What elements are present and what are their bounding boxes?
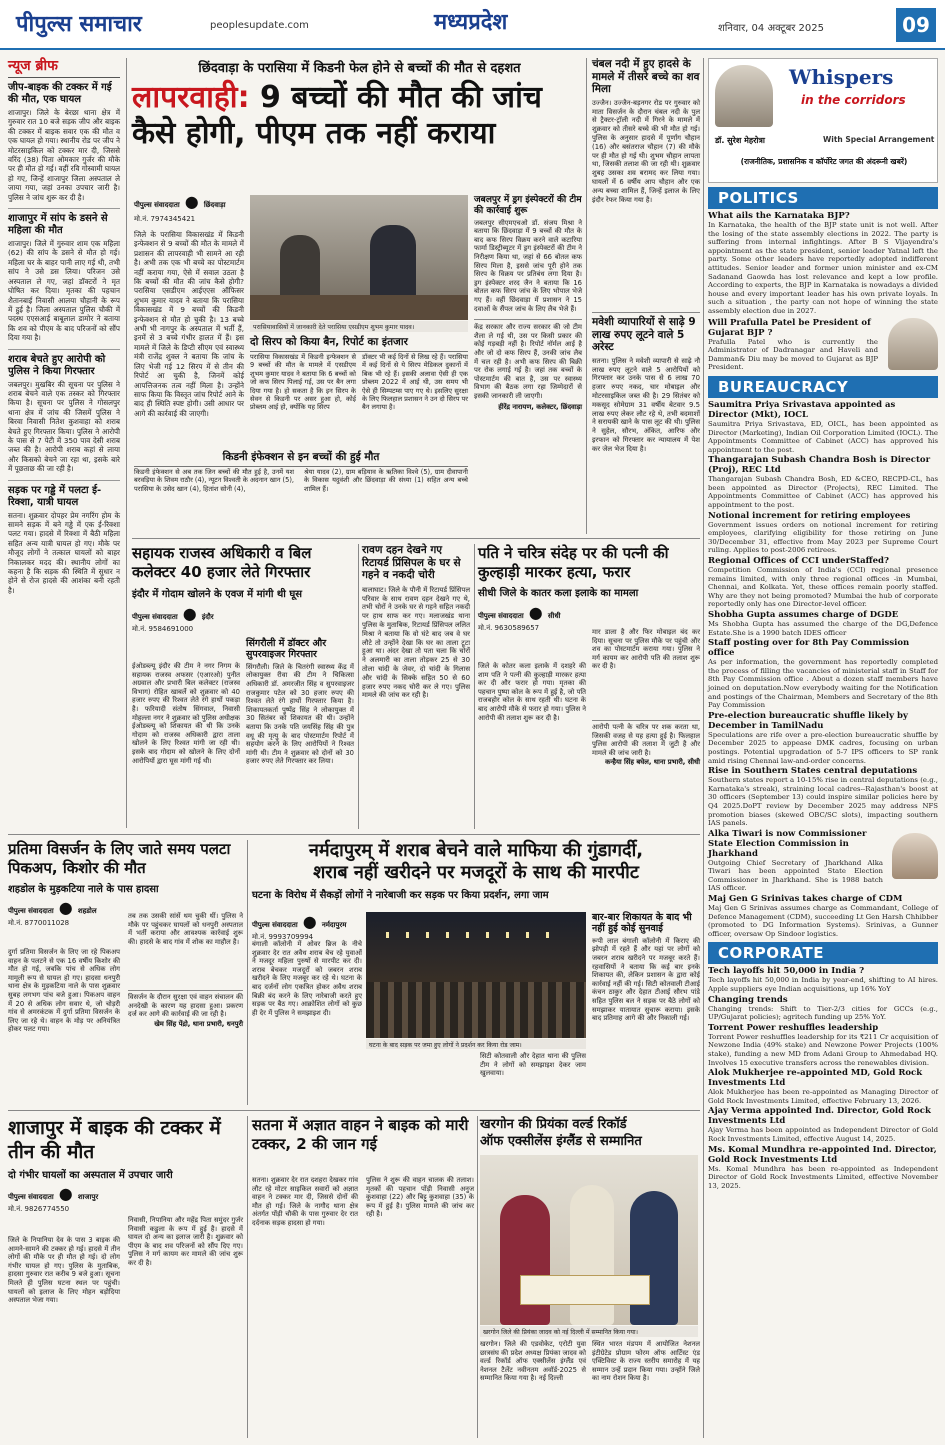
corporate-title: Torrent Power reshuffles leadership (708, 1022, 879, 1033)
indore-story (132, 544, 354, 829)
brief-title: न्यूज ब्रीफ (8, 56, 120, 78)
shajapur-sub: दो गंभीर घायलों का अस्पताल में उपचार जारी (8, 1170, 173, 1181)
whispers-subtitle: in the corridors (801, 93, 906, 107)
byline-mobile: मो.नं. 9993709994 (252, 933, 314, 941)
khargone-headline-2: ऑफ एक्सीलेंस इंग्लैंड से सम्मानित (480, 1134, 642, 1149)
byline-mobile: मो.नं. 9630589657 (478, 624, 540, 632)
lead-sub1-text-a: परासिया विकासखंड में किडनी इन्फेक्शन से 9 बच्चों की मौत के मामले में एसडीएम शुभम कुमार यादव ने बताया कि 6 बच्चों को जो कफ सिरप पिलाई गई, उस पर बैन लगा दिया गया है। हो सकता है कि इन सिरप के सेवन से किडनी पर असर हुआ हो, कोई प्रोब्लम आई हो, क्योंकि यह सिरप (250, 353, 356, 412)
bureaucracy-title: Regional Offices of CCI underStaffed? (708, 556, 889, 567)
section-divider (8, 834, 700, 835)
bureaucracy-title: Saumitra Priya Srivastava appointed as Director (Mkt), IOCL (708, 399, 896, 420)
shajapur-story (8, 1116, 243, 1438)
pratima-text-2: तब तक उसकी सांसें थम चुकी थीं। पुलिस ने मौके पर पहुंचकर घायलों को धनपुरी अस्पताल में भर्ती कराया और आवश्यक कार्रवाई शुरू की। हादसे के बाद गांव में शोक का माहौल है। (128, 912, 243, 946)
bureaucracy-list (708, 400, 938, 939)
byline-agency: पीपुल्स संवाददाता (252, 921, 298, 929)
corporate-bar: CORPORATE (708, 942, 938, 964)
indore-headline: सहायक राजस्व अधिकारी व बिल कलेक्टर 40 हजार लेते गिरफ्तार (132, 544, 312, 581)
byline-location: शाजापुर (77, 1193, 99, 1201)
photo-lights (386, 932, 566, 938)
narmada-headline-1: नर्मदापुरम् में शराब बेचने वाले माफिया की गुंडागर्दी, (308, 840, 644, 861)
bureaucracy-text: Saumitra Priya Srivastava, ED, OICL, has been appointed as Director (Marketing), Indian Oil Corporation Limited (IOCL). The Appointments Committee of Cabinet (ACC) has approved his appointment to the post. (708, 419, 938, 454)
corporate-text: Changing trends: Shift to Tier-2/3 cities for GCCs (e.g., UP/Gujarat policies); agritech funding up 25% YoY. (708, 1004, 938, 1022)
khargone-text-1: खरगोन। जिले की एडवोकेट, एरोटी युवा छात्रसंघ की प्रदेश अध्यक्ष प्रियंका जादव को वर्ल्ड रिकॉर्ड ऑफ एक्सीलेंस इंग्लैंड एवं नेशनल टैलेंट नवीनतम अवॉर्ड-2025 से सम्मानित किया गया है। नई दिल्ली (480, 1340, 586, 1383)
photo-certificate (520, 1275, 650, 1305)
lead-side-title: जबलपुर में ड्रग इंस्पेक्टरों की टीम की कार्रवाई शुरू (474, 195, 582, 216)
bureaucracy-text: Thangarajan Subash Chandra Bosh, ED &CEO, RECPD-CL, has been appointed as Director (Projects), REC Limited. The Appointments Committee of Cabinet (ACC) has approved his appointment to the post. (708, 475, 938, 510)
lead-sub2-box (134, 450, 468, 530)
corporate-title: Changing trends (708, 994, 788, 1005)
page-number: 09 (896, 8, 936, 42)
narmada-side-text: रूपी लाल बंगाली कॉलोनी में किराए की झोपड़ी में रहते हैं और यहां पर लोगों को जबरन शराब खरीदने पर मजबूर करते हैं। रहवासियों ने बताया कि कई बार इनके शिकायत की, लेकिन प्रशासन के द्वारा कोई कार्रवाई नहीं की गई। सिटी कोतवाली टीआई कंचन ठाकुर और देहात टीआई सौरभ पांडे सहित पुलिस बल ने सड़क पर बैठे लोगों को समझाकर यातायात सुचारू कराया। इसके बाद प्रतिमाह आगे की और निकाली गई। (592, 936, 700, 1023)
narmada-sub: घटना के विरोध में सैकड़ों लोगों ने नारेबाजी कर सड़क पर किया प्रदर्शन, लगा जाम (252, 890, 549, 901)
brief-text: सतना। शुक्रवार दोपहर प्रेम नगरिंग होम के सामने सड़क में बने गड्ढे में एक ई-रिक्शा पलट गया। हादसे में रिक्शा में बैठी महिला सहित अन्य यात्री घायल हो गए। मौके पर मौजूद लोगों ने तत्काल घायलों को बाहर निकालकर मदद की। स्थानीय लोगों का कहना है कि सड़क की स्थिति में सुधार न होने से रोज हादसे की आशंका बनी रहती है। (8, 510, 120, 595)
khargone-photo-caption: खरगोन जिले की प्रियंका जादव को नई दिल्ली में सम्मानित किया गया। (480, 1326, 698, 1337)
right-column (708, 187, 938, 1437)
bureaucracy-title: Rise in Southern States central deputations (708, 766, 918, 777)
shajapur-text-2: निवासी, निपानिया और महेंद्र पिता समुंदर गुर्जर निवासी कडुला के रूप में हुई है। हादसे में घायल दो अन्य का इलाज जारी है। शुक्रवार को पीएम के बाद शव परिजनों को सौंप दिए गए। पुलिस ने मर्ग कायम कर मामले की जांच शुरू कर दी है। (128, 1216, 243, 1267)
pratima-headline: प्रतिमा विसर्जन के लिए जाते समय पलटा पिकअप, किशोर की मौत (8, 840, 231, 877)
lead-quote-text: केंद्र सरकार और राज्य सरकार की जो टीम शैला ले गई थी, उस पर किसी प्रकार की कोई गड़बड़ी नहीं है। रिपोर्ट नॉर्मल आई है और जो दो कफ सिरप हैं, उनकी जांच लैब में चल रही है। अभी कफ सिरप की बिक्री पर रोक लगाई गई है। जहां तक बच्चों के पोस्टमार्टम की बात है, उस पर स्वास्थ्य विभाग की बैठक लगा रहा जिम्मेदारों से इसकी जानकारी ली जाएगी। (474, 323, 582, 400)
corporate-text: Alok Mukherjee has been re-appointed as Managing Director of Gold Rock Investments Limited, effective February 13, 2026. (708, 1088, 938, 1105)
corporate-title: Alok Mukherjee re-appointed MD, Gold Rock Investments Ltd (708, 1068, 923, 1089)
news-brief (8, 56, 120, 826)
photo-crowd (366, 982, 586, 1038)
sidhi-quote (592, 720, 700, 766)
masthead (0, 0, 945, 50)
byline-agency: पीपुल्स संवाददाता (132, 613, 178, 621)
sidhi-story (478, 544, 700, 829)
bureaucracy-bar: BUREAUCRACY (708, 376, 938, 398)
byline-mobile: मो.नं. 9826774550 (8, 1205, 70, 1213)
whispers-title: Whispers (789, 65, 894, 89)
lead-sub1-title: दो सिरप को किया बैन, रिपोर्ट का इंतजार (250, 335, 468, 352)
lead-sub2-title: किडनी इंफेक्शन से इन बच्चों की हुई मौत (134, 450, 468, 467)
shajapur-text-1: जिले के निपानिया देव के पास 3 बाइक की आमने-सामने की टक्कर हो गई। हादसे में तीन लोगों की मौके पर ही मौत हो गई। दो लोग गंभीर घायल हो गए। पुलिस के मुताबिक, हादसा गुरुवार रात करीब 9 बजे हुआ। सूचना मिलते ही पुलिस घटना स्थल पर पहुंची। घायलों को इलाज के लिए मोहन बड़ोदिया अस्पताल भेजा गया। (8, 1236, 120, 1305)
narmada-side (592, 912, 700, 1107)
lead-photo-caption: परासियावासियों में जानकारी देते परासिया एसडीएम शुभम कुमार यादव। (250, 321, 468, 332)
whispers-header (708, 58, 938, 183)
brief-headline: शाजापुर में सांप के डसने से महिला की मौत (8, 213, 108, 237)
lead-body: जिले के परासिया विकासखंड में किडनी इन्फेक्शन से 9 बच्चों की मौत के मामले में प्रशासन की लापरवाही भी सामने आ रही है। अभी तक एक भी बच्चे का पोस्टमार्टम नहीं कराया गया, ऐसे में सवाल उठता है कि बच्चों की मौत की जांच कैसे होगी? परासिया एसडीएम आईएएस ऑफिसर शुभम कुमार यादव ने बताया कि परासिया विकासखंड में 9 बच्चों की किडनी इन्फेक्शन से मौत हो चुकी है। 13 बच्चे अभी भी नागपुर के अस्पताल में भर्ती हैं, इनमें से 3 बच्चे गंभीर हालत में हैं। इस मामले में जिले के डिप्टी सीएम एवं स्वास्थ्य मंत्री राजेंद्र शुक्ल ने बताया कि जांच के लिए भेजी गई 12 सिरप में से तीन की रिपोर्ट आ चुकी है, जिनमें कोई आपत्तिजनक तत्व नहीं मिला है। उन्होंने साफ किया कि विस्तृत जांच रिपोर्ट आने के बाद ही स्थिति स्पष्ट होगी। उसी आधार पर आगे की कार्रवाई की जाएगी। (134, 230, 244, 418)
section-divider (132, 538, 700, 539)
politics-text: In Karnataka, the health of the BJP state unit is not well. After the losing of the state assembly elections in 2022. The party is suffering from internal infightings. After B S Vijayendra's appointment as the state president, senior leader Yatnal left the party. Some other leaders have reportedly adopted indifferent attitudes. Senior leader and former union minister and ex-CM Sadanand Gaowda has lost relevance and kept a low profile. According to experts, the BJP in Karnataka is nowadays a divided house and every important leader has his own private loyals. In such a situation , the party can not hope of winning the state assembly election due in 2027. (708, 221, 938, 315)
bureaucracy-title: Alka Tiwari is now Commissioner State Election Commission in Jharkhand (708, 828, 867, 859)
politics-item (708, 318, 938, 372)
lead-sub2-text-b: श्रेया यादव (2), ग्राम बड़ियाव के ऋतिका विश्वे (5), ग्राम दीवापानी के विकास यदुवंशी और छिंदवाड़ा की संध्या (1) सहित अन्य बच्चे शामिल हैं। (304, 468, 468, 493)
column-divider (703, 58, 704, 1438)
narmada-headline-2: शराब नहीं खरीदने पर मजदूरों के साथ की मारपीट (313, 862, 639, 883)
sidhi-byline: पीपुल्स संवाददाता ● सीधी (478, 603, 561, 622)
brief-item (8, 82, 120, 202)
singrauli-text: सिंगरौली। जिले के चितरंगी स्वास्थ्य केंद्र में लोकायुक्त रीवा की टीम ने चिकित्सा अधिकारी डॉ. अमरजीत सिंह व सुपरवाइजर राजकुमार पटेल को 30 हजार रुपए की रिश्वत लेते रंगे हाथों गिरफ्तार किया है। शिकायतकर्ता पुष्पेंद्र सिंह ने लोकायुक्त में 30 सितंबर को शिकायत की थी। उन्होंने बताया कि उनके पति जयसिंह सिंह की पुत्र वधू की मृत्यु के बाद पोस्टमार्टम रिपोर्ट में सहयोग करने के लिए आरोपियों ने रिश्वत मांगी थी। टीम ने शुक्रवार को दोनों को 30 हजार रुपए लेते गिरफ्तार कर लिया। (246, 662, 354, 766)
pratima-quote (128, 990, 243, 1028)
brief-headline: जीप-बाइक की टक्कर में गई की मौत, एक घायल (8, 82, 112, 105)
brief-item (8, 480, 120, 596)
narmada-photo (366, 912, 586, 1038)
bureaucracy-text: Outgoing Chief Secretary of Jharkhand Alka Tiwari has been appointed State Election Commissioner in Jharkhand. She is 1988 batch IAS officer. (708, 858, 883, 893)
column-divider (247, 840, 248, 1105)
shajapur-headline: शाजापुर में बाइक की टक्कर में तीन की मौत (8, 1117, 221, 1163)
sidhi-headline: पति ने चरित्र संदेह पर की पत्नी की कुल्हाड़ी मारकर हत्या, फरार (478, 544, 669, 581)
khargone-photo (480, 1155, 698, 1325)
byline-agency: पीपुल्स संवाददाता (478, 612, 524, 620)
byline-agency: पीपुल्स संवाददाता (134, 201, 180, 209)
issue-date: शनिवार, 04 अक्टूबर 2025 (718, 23, 824, 34)
sidhi-quote-text: आरोपी पत्नी के चरित्र पर शक करता था, जिसकी वजह से यह हत्या हुई है। फिलहाल पुलिस आरोपी की तलाश में जुटी है और मामले की जांच जारी है। (592, 723, 700, 757)
brief-headline: शराब बेचते हुए आरोपी को पुलिस ने किया गिरफ्तार (8, 353, 106, 377)
byline-location: सीधी (547, 612, 561, 620)
lead-sub2-text-a: किडनी इंफेक्शन से अब तक जिन बच्चों की मौत हुई है, उनमें यश बरवड़िया के शिवम राठौर (4), न्यूटन विश्वती के अदनान खान (5), परासिया के उसेद खान (4), हितांश सोनी (4), (134, 468, 294, 493)
byline-mobile: मो.नं. 9584691000 (132, 625, 194, 633)
narmada-text-2: सिटी कोतवाली और देहात थाना की पुलिस टीम ने लोगों को समझाइश देकर जाम खुलवाया। (480, 1052, 586, 1078)
narmada-photo-caption: घटना के बाद सड़क पर जमा हुए लोगों ने प्रदर्शन कर किया रोड जाम। (366, 1039, 586, 1049)
pratima-story (8, 840, 243, 1105)
singrauli-headline: सिंगरौली में डॉक्टर और सुपरवाइजर गिरफ्तार (246, 638, 327, 661)
byline-location: नर्मदापुरम (321, 921, 347, 929)
brief-headline: सड़क पर गड्ढे में पलटा ई-रिक्शा, यात्री घायल (8, 484, 102, 508)
sidhi-quote-author: कन्हैया सिंह बघेल, थाना प्रभारी, सीधी (605, 758, 700, 767)
narmada-text-1: बंगाली कॉलोनी में ओवर ब्रिज के नीचे शुक्रवार देर रात अवैध शराब बेच रहे युवाओं ने मजदूर महिला पुरुषों से मारपीट कर दी। शराब बेचकर मजदूरों को जबरन शराब खरीदने के लिए मजबूर कर रहे थे। घटना के बाद दर्जनों लोग एकत्रित होकर अवैध शराब बिक्री बंद करने के लिए नारेबाजी करते हुए सड़क पर बैठ गए। आक्रोशित लोगों को कुछ ही देर में पुलिस ने समझाइश दी। (252, 940, 362, 1017)
bureaucracy-title: Thangarajan Subash Chandra Bosh is Director (Proj), REC Ltd (708, 455, 931, 476)
pratima-byline: पीपुल्स संवाददाता ● शहडोल (8, 898, 97, 917)
satna-story (252, 1116, 474, 1438)
lead-headline-black: 9 बच्चों की मौत की जांच (249, 80, 542, 115)
lead-sub1-box (250, 335, 468, 447)
photo-desk (250, 295, 468, 320)
logo: पीपुल्स समाचार (16, 11, 142, 37)
indore-sub: इंदौर में गोदाम खोलने के एवज में मांगी थी घूस (132, 589, 303, 600)
alka-tiwari-block (708, 829, 938, 893)
lead-headline-2: कैसे होगी, पीएम तक नहीं कराया (132, 116, 496, 151)
bureaucracy-text: Competition Commission of India's (CCI) regional presence remains limited, with only three regional offices -in Mumbai, Chennai, and Kolkata. Yet, these offices remain poorly staffed. Why are they not being promoted? Mumbai the hub of corporate reportedly only has one Director-level officer. (708, 566, 938, 609)
bureaucracy-title: Staff posting over for 8th Pay Commission office (708, 638, 910, 659)
pratima-quote-text: विसर्जन के दौरान सुरक्षा एवं वाहन संचालन की अनदेखी के कारण यह हादसा हुआ। प्रकरण दर्ज कर आगे की कार्रवाई की जा रही है। (128, 993, 243, 1019)
satna-headline: सतना में अज्ञात वाहन ने बाइक को मारी टक्कर, 2 की जान गई (252, 1116, 469, 1153)
mavesh-headline: मवेशी व्यापारियों से साढ़े 9 लाख रुपए लूटने वाले 5 अरेस्ट (592, 316, 696, 354)
indore-text: ईओडब्ल्यू इंदौर की टीम ने नगर निगम के सहायक राजस्व अफसर (एआरओ) पुनीत अग्रवाल और प्रभारी बिल कलेक्टर (राजस्व विभाग) रोहित खाबर्ले को शुक्रवार को 40 हजार रुपए की रिश्वत लेते रंगे हाथों पकड़ा है। फरियादी संतोष सिंगवाल, निवासी मोहल्ला नगर ने शुक्रवार को पुलिस अधीक्षक ईओडब्ल्यू को शिकायत की थी कि उनके गोदाम को राजस्व अधिकारी द्वारा ताला खोलने के लिए रिश्वत मांगी जा रही थी। इसके बाद गोदाम को खोलने के लिए दोनों आरोपियों द्वारा घूस मांगी गई थी। (132, 662, 240, 765)
pratima-quote-author: खेम सिंह पेंद्रो, थाना प्रभारी, धनपुरी (154, 1019, 243, 1028)
sidhi-text-1: जिले के कोतर कला इलाके में दशहरे की शाम पति ने पत्नी की कुल्हाड़ी मारकर हत्या कर दी और फरार हो गया। मृतका की पहचान पुष्पा कोल के रूप में हुई है, जो पति राजबहोर कोल के साथ रहती थी। घटना के बाद आरोपी मौके से फरार हो गया। पुलिस ने आरोपी की तलाश शुरू कर दी है। (478, 662, 586, 722)
byline-mobile: मो.नं. 8770011028 (8, 919, 70, 927)
lead-headline (132, 80, 587, 116)
byline-location: शहडोल (77, 907, 97, 915)
satna-text-2: पुलिस ने शुरू की वाहन चालक की तलाश। मृतकों की पहचान पोंड़ी निवासी अनुज कुशवाहा (22) और बिट्टू कुशवाहा (35) के रूप में हुई है। पुलिस मामले की जांच कर रही है। (366, 1176, 474, 1219)
brief-item (8, 349, 120, 474)
chambal-text: उज्जैन। उज्जैन-बड़नगर रोड पर गुरुवार को माता विसर्जन के दौरान चंबल नदी के पुल से ट्रैक्टर-ट्रॉली नदी में गिरने के मामले में शुक्रवार को तीसरे बच्चे की भी मौत हो गई। पुलिस के अनुसार हादसे में पूर्णांग चौहान (16) और बसंतराज चौहान (7) की मौके पर ही मौत हो गई थी। शुभम चौहान लापता था, जिसकी तलाश की जा रही थी। शुक्रवार शुबह उसका शव बरामद कर लिया गया। घायलों में 6 वर्षीय आप चौहान और एक अन्य बच्चा शामिल हैं, जिन्हें इलाज के लिए इंदौर रेफर किया गया है। (592, 98, 700, 204)
column-divider (586, 58, 587, 534)
indore-byline: पीपुल्स संवाददाता ● इंदौर (132, 604, 214, 623)
chambal-headline: चंबल नदी में हुए हादसे के मामले में तीसरे बच्चे का शव मिला (592, 58, 700, 96)
lead-quote-author: हीरेंद्र नारायण, कलेक्टर, छिंदवाड़ा (498, 403, 582, 412)
brief-text: जबलपुर। मुखबिर की सूचना पर पुलिस ने शराब बेचने वाले एक तस्कर को गिरफ्तार किया है। सूचना पर पुलिस ने गोसलपुर थाना क्षेत्र में जांच की जिसमें पुलिस ने बिरवा निवासी नितेश कुशवाहा को शराब बेचते हुए गिरफ्तार किया। पुलिस ने आरोपी के पास से 7 पेटी में 350 पाव देसी शराब जब्त की है। आरोपी शराब कहां से लाया और किसको बेचने जा रहा था, इसके बारे में पूछताछ की जा रही है। (8, 379, 120, 474)
lead-kicker: छिंदवाड़ा के परासिया में किडनी फेल होने से बच्चों की मौत से दहशत (198, 61, 521, 76)
politician-photo (888, 318, 938, 370)
khargone-headline-1: खरगोन की प्रियंका वर्ल्ड रिकॉर्ड (480, 1117, 627, 1132)
corporate-text: Tech layoffs hit 50,000 in India by year-end, shifting to AI hires. Apple suppliers eye Indian acquisitions, up 16% YoY (708, 976, 938, 994)
shajapur-byline: पीपुल्स संवाददाता ● शाजापुर (8, 1184, 99, 1203)
corporate-text: Torrent Power reshuffles leadership for its ₹211 Cr acquisition of Newzone India (49% stake) and Newzone Power Projects (100% stake), funding a new MD from Adani Group to Ahmedabad HQ. Involves 15 executive transfers across the renewables division. (708, 1032, 938, 1067)
column-divider (358, 544, 359, 829)
site-url[interactable]: peoplesupdate.com (210, 20, 309, 31)
corporate-text: Ajay Verma has been appointed as Independent Director of Gold Rock Investments Limited, effective August 14, 2025. (708, 1126, 938, 1143)
column-divider (126, 58, 127, 828)
bureaucracy-text: Government issues orders on notional increment for retiring employees, clarifying eligibility for those retiring on June 30/December 31, effective from May 2023 per Supreme Court ruling. Applies to post-2006 retirees. (708, 520, 938, 555)
corporate-title: Ajay Verma appointed Ind. Director, Gold Rock Investments Ltd (708, 1106, 931, 1127)
narmada-byline: पीपुल्स संवाददाता ● नर्मदापुरम मो.नं. 9993709994 (252, 912, 362, 936)
chambal-story (592, 58, 700, 308)
politics-text: Prafulla Patel who is currently the Administrator of Dadranagar and Haveli and Damman& Diu may be moved to Gujarat as BJP President. (708, 337, 878, 372)
bureaucracy-text: Ms Shobha Gupta has assumed the charge of the DG,Defence Estate.She is a 1990 batch IDES officer (708, 620, 938, 637)
mavesh-text: सतना। पुलिस ने मवेशी व्यापारी से साढ़े नौ लाख रुपए लूटने वाले 5 आरोपियों को गिरफ्तार कर उनके पास से 6 लाख 70 हजार रुपए नकद, चार मोबाइल और मोटरसाइकिल जब्त की है। 29 सितंबर को मकसूद सोमेग्राम 31 वर्षीय बेटवार 9.5 लाख रुपए लेकर लौट रहे थे, तभी बदमाशों ने सरायकी खाने के पास लूट की थी। पुलिस ने सुहेल, सौरभ, अंकित, आरिफ और इरफान को गिरफ्तार कर न्यायालय में पेश कर जेल भेज दिया है। (592, 356, 700, 453)
brief-text: शाजापुर। जिले में गुरुवार शाम एक महिला (62) की सांप के डसने से मौत हो गई। महिला घर के बाहर पानी लाए गई थी, तभी सांप ने उसे डस लिया। परिजन उसे अस्पताल ले गए, जहां डॉक्टरों ने मृत घोषित कर दिया। मृतका की पहचान शैतानबाई निवासी आलया चौहानी के रूप में हुई है। जिला अस्पताल पुलिस चौकी में पदस्थ एएसआई बाबूलाल डामोर ने बताया कि शव को पीएम के बाद परिजनों को सौंप दिया गया है। (8, 239, 120, 343)
brief-item (8, 208, 120, 342)
singrauli-box (246, 638, 354, 766)
lead-byline: पीपुल्स संवाददाता ● छिंदवाड़ा मो.नं. 7974345421 (134, 192, 284, 222)
section-title: मध्यप्रदेश (434, 10, 508, 35)
mavesh-story (592, 312, 700, 534)
byline-location: छिंदवाड़ा (203, 201, 226, 209)
column-divider (477, 1116, 478, 1438)
officer-photo (892, 833, 938, 879)
balaghat-story (362, 544, 470, 829)
khargone-text-2: स्थित भारत मंडपम में आयोजित नेशनल इंटीग्रेटेड प्रोग्राम फोरम ऑफ आर्टिस्ट एंड एक्टिविस्ट के राज्य स्तरीय समारोह में यह सम्मान उन्हें प्रदान किया गया। उन्होंने जिले का नाम रोशन किया है। (592, 1340, 700, 1383)
balaghat-headline: रावण दहन देखने गए रिटायर्ड प्रिंसिपल के घर से गहने व नकदी चोरी (362, 544, 461, 582)
section-divider (8, 1110, 700, 1111)
bureaucracy-text: Southern states report a 10-15% rise in central deputations (e.g., Karnataka's streak), straining local cadres--Rajasthan's boost at 30 officers (September 13) could inspire similar policies here by Q4 2025.DoPT review by December 2025 may address NFS promotion biases (skewed OBC/SC slots), impacting southern IAS panels. (708, 776, 938, 828)
lead-side-text: जबलपुर सीएमएचओ डॉ. संजय मिश्रा ने बताया कि छिंदवाड़ा में 9 बच्चों की मौत के बाद कफ सिरप विक्रय करने वाले कटारिया फार्मा डिस्ट्रीब्यूटर में ड्रग इंस्पेक्टरों की टीम ने निरीक्षण किया था, जहां से 66 बोतल कफ सिरप मिला है, इससे जांच पूरी होने तक सिरप के विक्रय पर प्रतिबंध लगा दिया है। ड्रग इंस्पेक्टर शरद जैन ने बताया कि 16 बोतल कफ सिरप जांच के लिए भोपाल भेजे गए हैं। वहीं छिंदवाड़ा में प्रशासन ने 15 दवाओं के सैंपल जांच के लिए लैब भेजे हैं। (474, 218, 582, 313)
bureaucracy-text: As per information, the government has reportedly completed the process of filling the vacancies of ministerial staff in Staff for 8th Pay Commission office . About a dozen staff members have joined on deputation.Now everybody waiting for the Notification and postings of the Chairman, Members and Secretary of the 8th Pay Commission (708, 658, 938, 710)
byline-location: इंदौर (201, 613, 214, 621)
bureaucracy-text: Maj Gen G Srinivas assumes charge as Commandant, College of Defence Management (CDM), succeeding Lt Gen Harsh Chhibber (promoted to DG Information Systems). Srinivas, a Gunner officer, oversaw Op Sindoor logistics. (708, 904, 938, 938)
column-divider (247, 1116, 248, 1438)
bureaucracy-title: Maj Gen G Srinivas takes charge of CDM (708, 894, 903, 905)
corporate-text: Ms. Komal Mundhra has been re-appointed as Independent Director of Gold Rock Investments Limited, effective November 13, 2025. (708, 1164, 938, 1190)
lead-photo (250, 195, 468, 320)
column-divider (474, 544, 475, 829)
corporate-title: Tech layoffs hit 50,000 in India ? (708, 966, 865, 977)
bureaucracy-text: Speculations are rife over a pre-election bureaucratic shuffle by December 2025 to appease DMK cadres, focusing on urban postings. Potential upgradation of 5-7 IPS officers to SP rank amid rising Chennai law-and-order concerns. (708, 730, 938, 765)
politics-item (708, 211, 938, 316)
sidhi-sub: सीधी जिले के कातर कला इलाके का मामला (478, 588, 639, 599)
bureaucracy-title: Notional increment for retiring employees (708, 510, 911, 521)
corporate-title: Ms. Komal Mundhra re-appointed Ind. Director, Gold Rock Investments Ltd (708, 1144, 937, 1165)
arrangement: With Special Arrangement (823, 135, 935, 144)
byline-agency: पीपुल्स संवाददाता (8, 907, 54, 915)
byline-mobile: मो.नं. 7974345421 (134, 215, 196, 223)
politics-bar: POLITICS (708, 187, 938, 209)
balaghat-text: बालाघाट। जिले के पौनी में रिटायर्ड प्रिंसिपल परिवार के साथ रावण दहन देखने गए थे, तभी चोरों ने उनके घर से गहने सहित नकदी पर हाथ साफ कर गए। मलाजखंड थाना पुलिस के मुताबिक, रिटायर्ड प्रिंसिपल ललित मिश्रा ने बताया कि वो घंटे बाद जब वे घर लौटे तो उन्होंने देखा कि घर का ताला टूटा हुआ था। अंदर देखा तो पता चला कि चोरों ने अलमारी का ताला तोड़कर 25 से 30 तोला चांदी के जेवर, दो चांदी के गिलास और चांदी के सिक्के सहित 50 से 60 हजार रुपए नकद चोरी कर ले गए। पुलिस मामले की जांच कर रही है। (362, 585, 470, 700)
photo-person-left (500, 1195, 550, 1325)
politics-title: Will Prafulla Patel be President of Gujarat BJP ? (708, 317, 871, 338)
columnist-name: डॉ. सुरेश मेहरोत्रा (715, 136, 765, 145)
narmada-side-title: बार-बार शिकायत के बाद भी नहीं हुई कोई सुनवाई (592, 912, 692, 935)
bureaucracy-title: Shobha Gupta assumes charge of DGDE (708, 610, 899, 620)
satna-text-1: सतना। शुक्रवार देर रात दशहरा देखकर गांव लौट रहे मोटर साइकिल सवारों को अज्ञात वाहन ने टक्कर मार दी, जिससे दोनों की मौत हो गई। जिले के नागौद थाना क्षेत्र अंतर्गत पोंड़ी चौकी के पास गुरुवार देर रात दर्दनाक सड़क हादसा हो गया। (252, 1176, 358, 1227)
columnist-photo (715, 65, 773, 127)
photo-figure-2 (370, 225, 416, 305)
bureaucracy-title: Pre-election bureaucratic shuffle likely by December in TamilNadu (708, 710, 908, 731)
lead-quote-box (474, 319, 582, 411)
whispers-tagline: (राजनीतिक, प्रशासनिक व कॉर्पोरेट जगत की अंदरूनी खबरें) (740, 157, 908, 166)
brief-text: शाजापुर। जिले के बेरछा थाना क्षेत्र में गुरुवार रात 10 बजे सड़क जीप और बाइक की टक्कर में बाइक सवार एक की मौत व एक घायल हो गया। स्थानीय रोड पर जीप ने मोटरसाइकिल को टक्कर मार दी, जिससे वरिंद (38) पिता ओमकार गुर्जर की मौके पर ही मौत हो गई। वहीं रवि गोस्वामी घायल हो गए, जिन्हें शाजापुर जिला अस्पताल ले जाया गया, जहां उनका उपचार जारी है। पुलिस ने जांच शुरू कर दी है। (8, 108, 120, 202)
corporate-list (708, 966, 938, 1190)
pratima-sub: शहडोल के मुड़कटिया नाले के पास हादसा (8, 884, 159, 895)
pratima-text-1: दुर्गा प्रतिमा विसर्जन के लिए जा रहे पिकअप वाहन के पलटने से एक 16 वर्षीय किशोर की मौत हो गई, जबकि पांच से अधिक लोग मामूली रूप से घायल हो गए। हादसा धनपुरी थाना क्षेत्र के मुड़कटिया नाले के पास शुक्रवार सुबह लगभग पांच बजे हुआ। पिकअप वाहन में 20 से अधिक लोग सवार थे, जो चोड़री गांव से अमरकंटक में दुर्गा प्रतिमा विसर्जन के लिए जा रहे थे। वाहन के मोड़ पर अनियंत्रित होकर पलट गया। (8, 948, 120, 1034)
lead-headline-red: लापरवाही: (132, 80, 250, 115)
byline-agency: पीपुल्स संवाददाता (8, 1193, 54, 1201)
lead-sub1-text-b: डॉक्टर भी कई दिनों से लिख रहे हैं। परासिया में कई दिनों से ये सिरप मेडिकल दुकानों में बिक भी रहे हैं। इसकी अलावा ऐसी ही एक प्रोब्लम 2022 में आई थी, उस समय भी ऐसे ही सिम्पटम्स पाए गए थे। इसलिए सुरक्षा के लिए फिलहाल प्रशासन ने उन दो सिरप पर बैन लगाया है। (362, 353, 468, 412)
lead-side (474, 195, 582, 535)
politics-title: What ails the Karnataka BJP? (708, 211, 850, 221)
sidhi-text-2: मार डाला है और फिर मोबाइल बंद कर दिया। सूचना पर पुलिस मौके पर पहुंची और शव का पोस्टमार्टम कराया गया। पुलिस ने मर्ग कायम कर आरोपी पति की तलाश शुरू कर दी है। (592, 628, 700, 671)
